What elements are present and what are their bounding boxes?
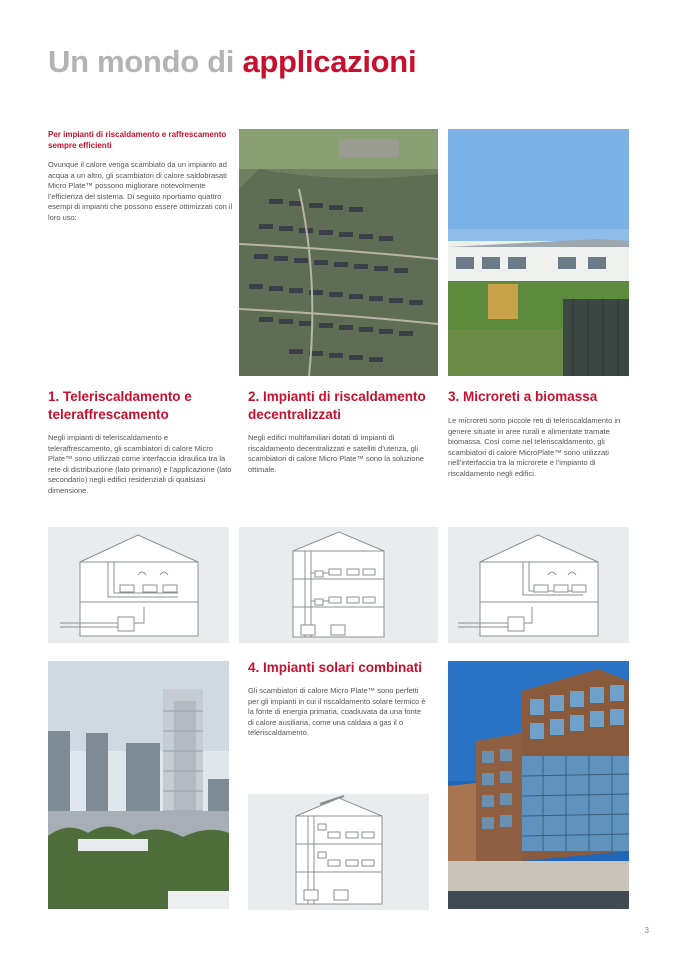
district-heating-diagram (48, 527, 229, 643)
section-1-body: Negli impianti di teleriscaldamento e teleraffrescamento, gli scambiatori di calore Micro Plate™ sono utilizzati come interfaccia idraulica tra la rete di distribuzione (lato primario) e l’applicazione (lato secondario) negli edifici residenziali di qualsiasi dimensione. (48, 433, 232, 495)
page-title-grey: Un mondo di (48, 44, 235, 79)
section-2-title: 2. Impianti di riscaldamento decentralizzati (248, 389, 426, 422)
intro-body: Ovunque il calore venga scambiato da un impianto ad acqua a un altro, gli scambiatori di calore saldobrasati Micro Plate™ possono migliorare notevolmente l’efficienza del sistema. Di seguito riportiamo quattro esempi di impianti che possono essere ottimizzati con il loro uso: (48, 160, 233, 222)
section-4-body: Gli scambiatori di calore Micro Plate™ sono perfetti per gli impianti in cui il riscaldamento solare termico è la fonte di energia primaria, coadiuvata da una fonte di calore ausiliaria, come una caldaia a gas il o teleriscaldamento. (248, 686, 426, 737)
section-4-title: 4. Impianti solari combinati (248, 660, 423, 675)
section-1-title: 1. Teleriscaldamento e teleraffrescamento (48, 389, 192, 422)
page-title (48, 44, 416, 80)
section-2-body: Negli edifici multifamiliari dotati di impianti di riscaldamento decentralizzati e satelliti d’utenza, gli scambiatori di calore Micro Plate™ sono la soluzione ottimale. (248, 433, 424, 474)
city-skyline-photo (48, 661, 229, 909)
biomass-microgrid-diagram (448, 527, 629, 643)
decentralized-heating-diagram (239, 527, 438, 643)
page-title-red: applicazioni (242, 44, 417, 79)
page-number: 3 (644, 926, 649, 935)
solar-combined-diagram (248, 794, 429, 910)
section-3-title: 3. Microreti a biomassa (448, 389, 598, 404)
aerial-neighborhood-photo (239, 129, 438, 376)
section-3-body: Le microreti sono piccole reti di teleriscaldamento in genere situate in aree rurali e alimentate tramate biomassa. Così come nel teleriscaldamento, gli scambiatori di calore MicroPlate™ sono utilizzati nell’interfaccia tra la microrete e l’impianto di riscaldamento negli edifici. (448, 416, 621, 478)
biomass-building-photo (448, 129, 629, 376)
modern-building-photo (448, 661, 629, 909)
intro-heading: Per impianti di riscaldamento e raffrescamento sempre efficienti (48, 130, 227, 150)
